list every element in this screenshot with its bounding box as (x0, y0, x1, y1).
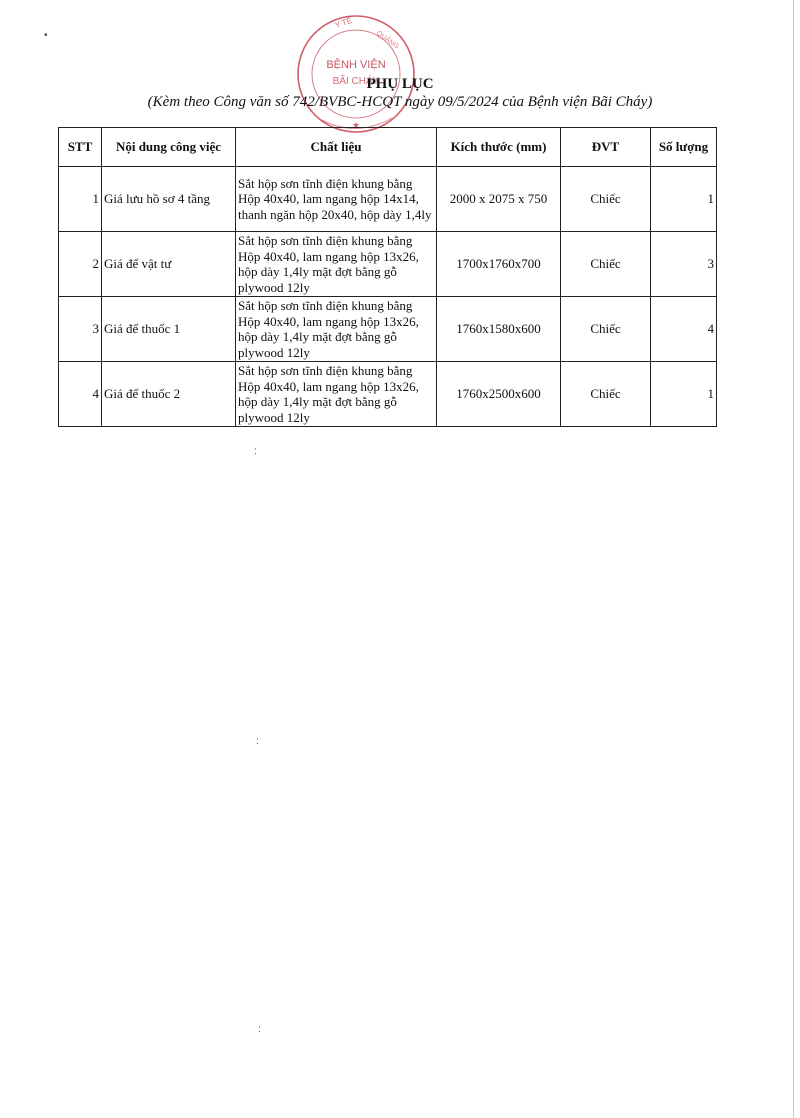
appendix-table (58, 127, 717, 427)
table-row (59, 297, 717, 362)
row-unit: Chiếc (561, 297, 651, 362)
row-unit: Chiếc (561, 232, 651, 297)
stamp-line-1: BỆNH VIỆN (326, 59, 386, 71)
row-stt: 4 (59, 362, 102, 427)
row-size: 1760x2500x600 (437, 362, 561, 427)
header-material: Chất liệu (236, 128, 437, 167)
table-header-row (59, 128, 717, 167)
row-material: Sắt hộp sơn tĩnh điện khung bằng Hộp 40x40, lam ngang hộp 13x26, hộp dày 1,4ly mặt đợt bằng gỗ plywood 12ly (236, 297, 437, 362)
header-content: Nội dung công việc (102, 128, 236, 167)
row-quantity: 1 (651, 362, 717, 427)
header-quantity: Số lượng (651, 128, 717, 167)
table-row (59, 232, 717, 297)
row-content: Giá để thuốc 2 (102, 362, 236, 427)
scan-speck: : (258, 1024, 261, 1035)
row-material: Sắt hộp sơn tĩnh điện khung bằng Hộp 40x40, lam ngang hộp 13x26, hộp dày 1,4ly mặt đợt bằng gỗ plywood 12ly (236, 232, 437, 297)
scan-speck: : (256, 736, 259, 747)
hospital-seal-stamp (292, 10, 420, 138)
scan-speck: : (254, 446, 257, 457)
row-quantity: 3 (651, 232, 717, 297)
row-unit: Chiếc (561, 167, 651, 232)
row-stt: 1 (59, 167, 102, 232)
stamp-line-2: BÃI CHÁY (332, 76, 380, 87)
table-row (59, 362, 717, 427)
header-unit: ĐVT (561, 128, 651, 167)
row-size: 2000 x 2075 x 750 (437, 167, 561, 232)
table-row (59, 167, 717, 232)
row-stt: 3 (59, 297, 102, 362)
row-quantity: 1 (651, 167, 717, 232)
document-subtitle: (Kèm theo Công văn số 742/BVBC-HCQT ngày 09/5/2024 của Bệnh viện Bãi Cháy) (147, 94, 653, 110)
svg-text:★: ★ (351, 120, 361, 130)
row-size: 1700x1760x700 (437, 232, 561, 297)
row-size: 1760x1580x600 (437, 297, 561, 362)
row-content: Giá để thuốc 1 (102, 297, 236, 362)
row-quantity: 4 (651, 297, 717, 362)
row-content: Giá để vật tư (102, 232, 236, 297)
svg-text:QUẢNG: QUẢNG (374, 29, 400, 51)
row-material: Sắt hộp sơn tĩnh điện khung bằng Hộp 40x40, lam ngang hộp 14x14, thanh ngăn hộp 20x40, hộp dày 1,4ly (236, 167, 437, 232)
page-edge-line (793, 0, 794, 1118)
header-stt: STT (59, 128, 102, 167)
svg-text:Y TẾ: Y TẾ (333, 15, 354, 30)
row-stt: 2 (59, 232, 102, 297)
row-content: Giá lưu hồ sơ 4 tầng (102, 167, 236, 232)
row-material: Sắt hộp sơn tĩnh điện khung bằng Hộp 40x40, lam ngang hộp 13x26, hộp dày 1,4ly mặt đợt bằng gỗ plywood 12ly (236, 362, 437, 427)
scan-speck: • (44, 30, 48, 41)
row-unit: Chiếc (561, 362, 651, 427)
header-size: Kích thước (mm) (437, 128, 561, 167)
document-title: PHỤ LỤC (366, 76, 434, 92)
